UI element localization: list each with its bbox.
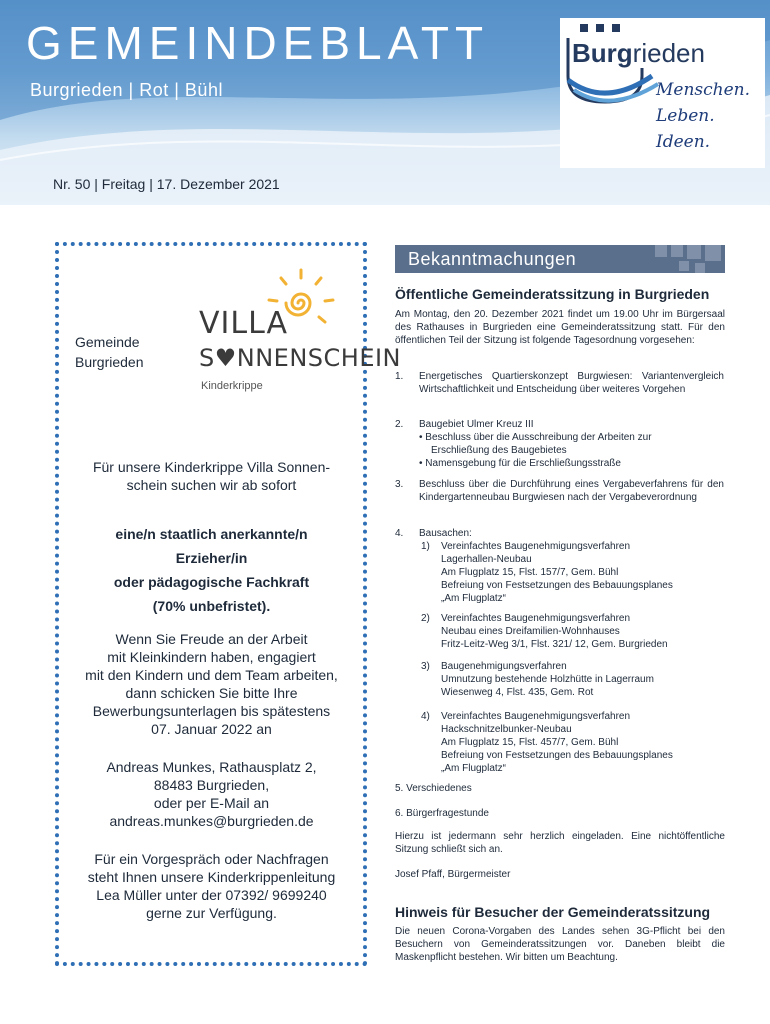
- tagline-line: Menschen.: [656, 80, 751, 100]
- ad-job-title: eine/n staatlich anerkannte/n Erzieher/in oder pädagogische Fachkraft (70% unbefristet).: [113, 526, 310, 614]
- logo-wordmark: Burgrieden: [572, 38, 705, 68]
- decor-square: [655, 245, 667, 257]
- article-heading: Öffentliche Gemeinderatssitzung in Burgrieden: [395, 286, 710, 302]
- section-header: [395, 245, 725, 273]
- ad-municipality: Gemeinde Burgrieden: [75, 334, 144, 370]
- ad-intro: Für unsere Kinderkrippe Villa Sonnen- schein suchen wir ab sofort: [92, 459, 331, 493]
- villa-title: VILLA: [199, 306, 289, 341]
- article-intro: Am Montag, den 20. Dezember 2021 findet um 19.00 Uhr im Bürgersaal des Rathauses in Burgrieden eine Gemeinderatssitzung statt. Für den öffentlichen Teil der Sitzung ist folgende Tagesordnung vorgesehen:: [395, 309, 725, 346]
- notice-text: Die neuen Corona-Vorgaben des Landes sehen 3G-Pflicht bei den Besuchern von Gemeinderatssitzungen vor. Daneben bleibt die Maskenpflicht bestehen. Wir bitten um Beachtung.: [395, 926, 725, 963]
- job-advertisement: [55, 242, 402, 966]
- decor-square: [679, 261, 689, 271]
- burgrieden-logo: [560, 18, 765, 168]
- invitation-text: Hierzu ist jedermann sehr herzlich eingeladen. Eine nichtöffentliche Sitzung schließt sich an.: [395, 831, 725, 855]
- decor-square: [671, 245, 683, 257]
- notice-heading: Hinweis für Besucher der Gemeinderatssitzung: [395, 904, 711, 920]
- agenda-item-6: 6. Bürgerfragestunde: [395, 808, 489, 819]
- sonnenschein-title: S♥NNENSCHEIN: [199, 344, 402, 372]
- contact-email[interactable]: andreas.munkes@burgrieden.de: [109, 813, 314, 829]
- tagline-line: Ideen.: [656, 132, 711, 152]
- ad-body: Wenn Sie Freude an der Arbeit mit Kleinkindern haben, engagiert mit den Kindern und dem Team arbeiten, dann schicken Sie bitte Ihre Bewerbungsunterlagen bis spätestens 07. Januar 2022 an: [85, 631, 338, 737]
- ad-contact: Andreas Munkes, Rathausplatz 2, 88483 Burgrieden, oder per E-Mail an andreas.munkes@burgrieden.de: [69, 758, 354, 830]
- agenda-item-5: 5. Verschiedenes: [395, 783, 472, 794]
- publication-subtitle: Burgrieden | Rot | Bühl: [30, 80, 223, 100]
- section-label: Bekanntmachungen: [408, 249, 577, 269]
- villa-sonnenschein-logo: [191, 276, 402, 396]
- decor-square: [687, 245, 701, 259]
- ad-closing: Für ein Vorgespräch oder Nachfragen steht Ihnen unsere Kinderkrippenleitung Lea Müller unter der 07392/ 9699240 gerne zur Verfügung.: [87, 851, 336, 921]
- issue-info: Nr. 50 | Freitag | 17. Dezember 2021: [53, 176, 280, 192]
- signature: Josef Pfaff, Bürgermeister: [395, 869, 511, 880]
- kinderkrippe-label: Kinderkrippe: [201, 380, 263, 392]
- publication-title: GEMEINDEBLATT: [26, 17, 490, 69]
- decor-square: [705, 245, 721, 261]
- tagline-line: Leben.: [656, 106, 715, 126]
- decor-square: [695, 263, 705, 273]
